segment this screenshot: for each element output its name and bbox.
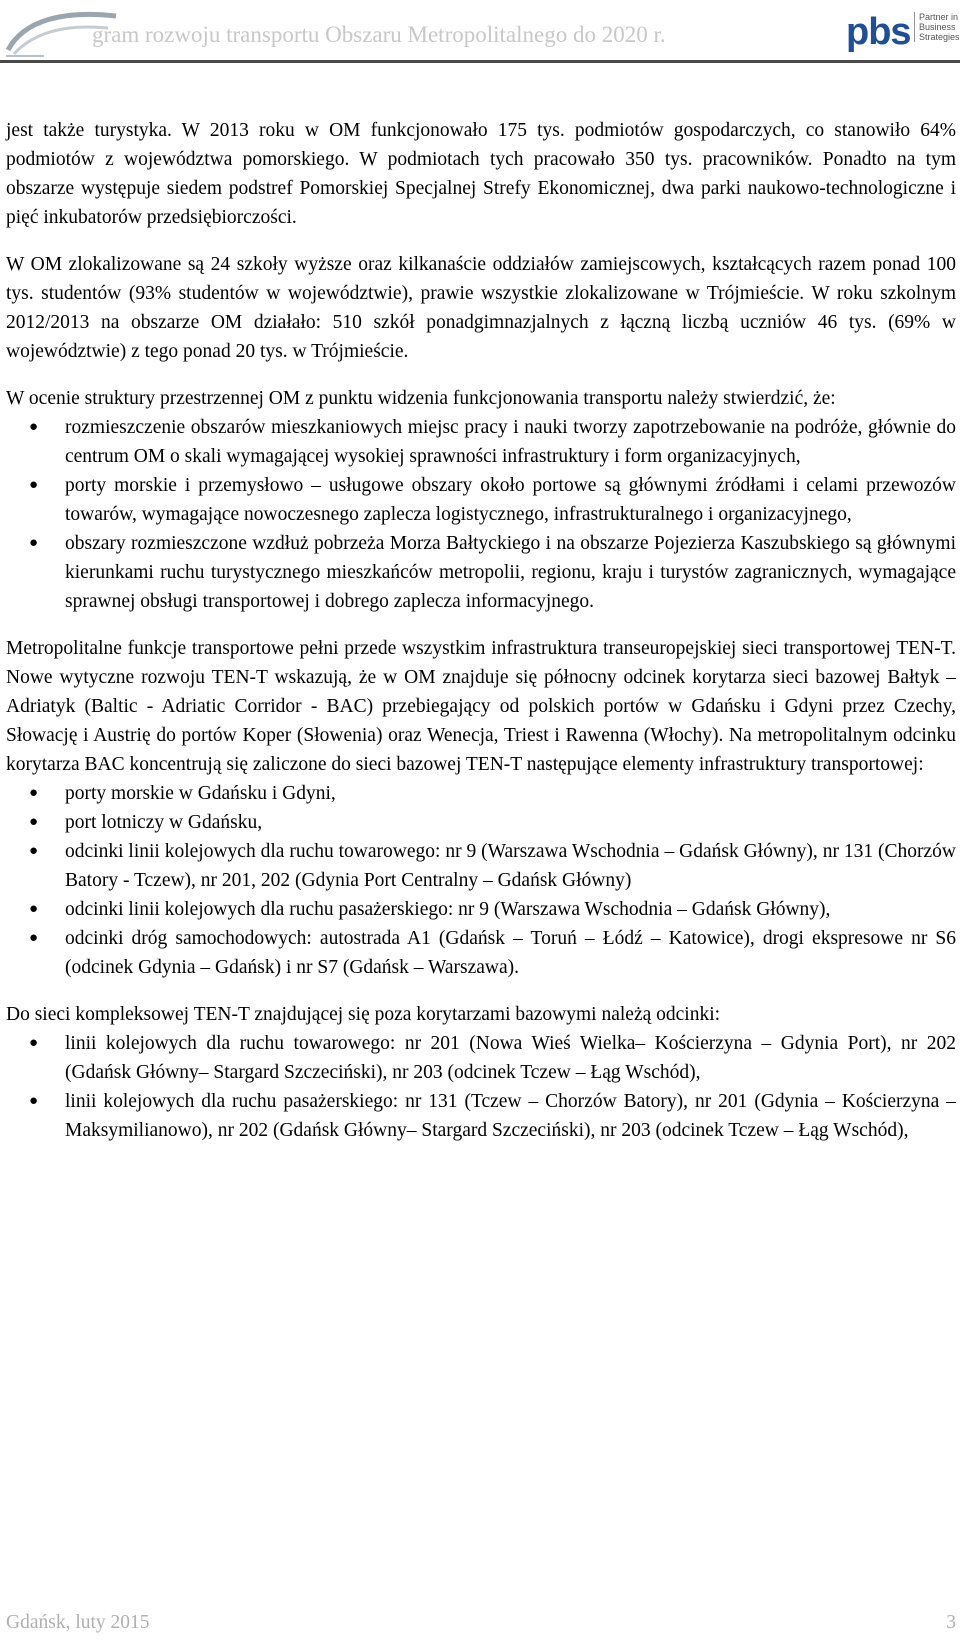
ten-t-core-list [6, 779, 956, 982]
list-item: ● odcinki dróg samochodowych: autostrada A1 (Gdańsk – Toruń – Łódź – Katowice), drogi ekspresowe nr S6 (odcinek Gdynia – Gdańsk) i nr S7 (Gdańsk – Warszawa). [6, 924, 956, 982]
list-item: ● odcinki linii kolejowych dla ruchu towarowego: nr 9 (Warszawa Wschodnia – Gdańsk Główny), nr 131 (Chorzów Batory - Tczew), nr 201, 202 (Gdynia Port Centralny – Gdańsk Główny) [6, 837, 956, 895]
pbs-logo [846, 4, 960, 56]
document-body [6, 116, 956, 1163]
header-divider [0, 60, 960, 63]
footer-place-date: Gdańsk, luty 2015 [6, 1612, 150, 1633]
list-item: ● rozmieszczenie obszarów mieszkaniowych miejsc pracy i nauki tworzy zapotrzebowanie na podróże, głównie do centrum OM o skali wymagającej wysokiej sprawności infrastruktury i form organizacyjnych, [6, 413, 956, 471]
list-item: ● porty morskie i przemysłowo – usługowe obszary około portowe są głównymi źródłami i celami przewozów towarów, wymagające nowoczesnego zaplecza logistycznego, infrastrukturalnego i organizacyjnego, [6, 471, 956, 529]
list-item: ● obszary rozmieszczone wzdłuż pobrzeża Morza Bałtyckiego i na obszarze Pojezierza Kaszubskiego są głównymi kierunkami ruchu turystycznego mieszkańców metropolii, regionu, kraju i turystów zagranicznych, wymagające sprawnej obsługi transportowej i dobrego zaplecza informacyjnego. [6, 529, 956, 616]
paragraph-economy: jest także turystyka. W 2013 roku w OM funkcjonowało 175 tys. podmiotów gospodarczych, co stanowiło 64% podmiotów z województwa pomorskiego. W podmiotach tych pracowało 350 tys. pracowników. Ponadto na tym obszarze występuje siedem podstref Pomorskiej Specjalnej Strefy Ekonomicznej, dwa parki naukowo-technologiczne i pięć inkubatorów przedsiębiorczości. [6, 120, 956, 228]
spatial-structure-list [6, 413, 956, 616]
pbs-tagline: Partner in Business Strategies [914, 12, 960, 42]
paragraph-ten-t-core: Metropolitalne funkcje transportowe pełni przede wszystkim infrastruktura transeuropejskiej sieci transportowej TEN-T. Nowe wytyczne rozwoju TEN-T wskazują, że w OM znajduje się północny odcinek korytarza sieci bazowej Bałtyk – Adriatyk (Baltic - Adriatic Corridor - BAC) przebiegający od polskich portów w Gdańsku i Gdyni przez Czechy, Słowację i Austrię do portów Koper (Słowenia) oraz Wenecja, Triest i Rawenna (Włochy). Na metropolitalnym odcinku korytarza BAC koncentrują się zaliczone do sieci bazowej TEN-T następujące elementy infrastruktury transportowej: [6, 638, 956, 775]
paragraph-education: W OM zlokalizowane są 24 szkoły wyższe oraz kilkanaście oddziałów zamiejscowych, kształcących razem ponad 100 tys. studentów (93% studentów w województwie), prawie wszystkie zlokalizowane w Trójmieście. W roku szkolnym 2012/2013 na obszarze OM działało: 510 szkół ponadgimnazjalnych z łączną liczbą uczniów 46 tys. (69% w województwie) z tego ponad 20 tys. w Trójmieście. [6, 254, 956, 362]
list-item: ● porty morskie w Gdańsku i Gdyni, [6, 779, 956, 808]
list-item: ● linii kolejowych dla ruchu towarowego: nr 201 (Nowa Wieś Wielka– Kościerzyna – Gdynia Port), nr 202 (Gdańsk Główny– Stargard Szczeciński), nr 203 (odcinek Tczew – Łąg Wschód), [6, 1029, 956, 1087]
list-item: ● linii kolejowych dla ruchu pasażerskiego: nr 131 (Tczew – Chorzów Batory), nr 201 (Gdynia – Kościerzyna – Maksymilianowo), nr 202 (Gdańsk Główny– Stargard Szczeciński), nr 203 (odcinek Tczew – Łąg Wschód), [6, 1087, 956, 1145]
pbs-logo-text: pbs [846, 11, 911, 53]
page-number: 3 [946, 1612, 956, 1633]
list-item: ● port lotniczy w Gdańsku, [6, 808, 956, 837]
document-title: gram rozwoju transportu Obszaru Metropolitalnego do 2020 r. [92, 22, 666, 47]
paragraph-spatial-structure: W ocenie struktury przestrzennej OM z punktu widzenia funkcjonowania transportu należy stwierdzić, że: [6, 388, 836, 409]
page-header [0, 0, 960, 62]
ten-t-comprehensive-list [6, 1029, 956, 1145]
list-item: ● odcinki linii kolejowych dla ruchu pasażerskiego: nr 9 (Warszawa Wschodnia – Gdańsk Główny), [6, 895, 956, 924]
paragraph-ten-t-comprehensive: Do sieci kompleksowej TEN-T znajdującej się poza korytarzami bazowymi należą odcinki: [6, 1004, 721, 1025]
